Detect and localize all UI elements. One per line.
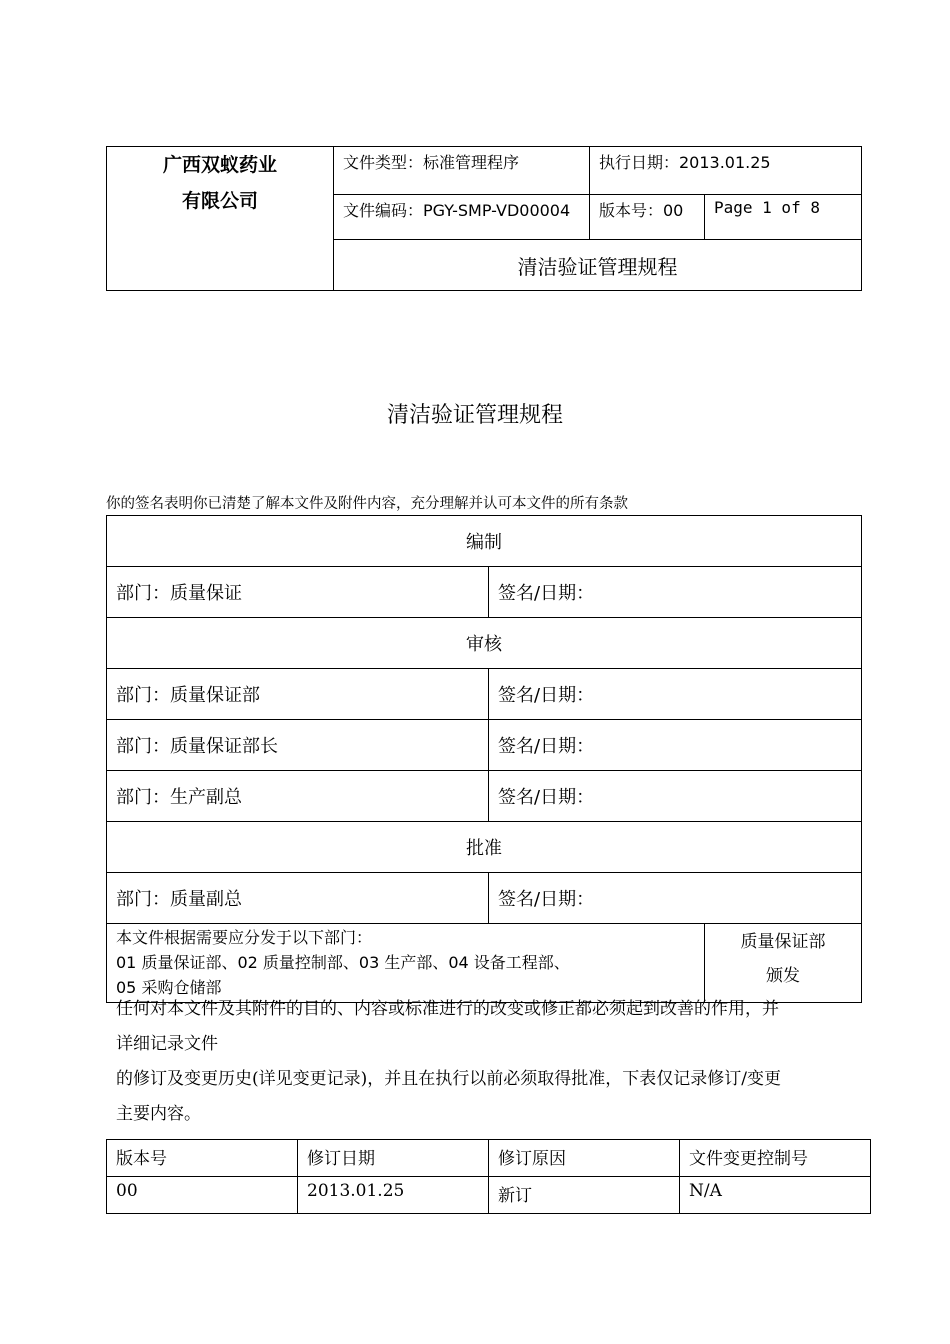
section-approve: 批准: [107, 822, 862, 873]
dept-cell: 部门：质量保证部: [107, 669, 489, 720]
signature-date-cell: 签名/日期：: [489, 771, 862, 822]
column-header: 修订日期: [298, 1140, 489, 1177]
header-title-cell: 清洁验证管理规程: [334, 240, 862, 291]
issue-label: 颁发: [766, 966, 800, 986]
table-row: [107, 1177, 871, 1214]
doc-type-cell: 文件类型：标准管理程序: [334, 147, 590, 195]
table-cell: 00: [107, 1177, 298, 1214]
column-header: 版本号: [107, 1140, 298, 1177]
document-title: 清洁验证管理规程: [386, 403, 563, 428]
version-cell: 版本号：00: [590, 195, 705, 240]
company-name-cell: [107, 147, 334, 291]
section-review: 审核: [107, 618, 862, 669]
signoff-table: [106, 515, 862, 1003]
revision-table: [106, 1139, 871, 1214]
company-name-line1: 广西双蚁药业: [162, 154, 277, 176]
paragraph-line: 主要内容。: [116, 1104, 201, 1124]
table-header-row: [107, 1140, 871, 1177]
paragraph-line: 任何对本文件及其附件的目的、内容或标准进行的改变或修正都必须起到改善的作用，并: [116, 999, 779, 1019]
section-prepare: 编制: [107, 516, 862, 567]
signature-date-cell: 签名/日期：: [489, 567, 862, 618]
distribution-line3: 05 采购仓储部: [116, 978, 222, 997]
table-cell: N/A: [680, 1177, 871, 1214]
dept-cell: 部门：质量保证: [107, 567, 489, 618]
table-row: [107, 669, 862, 720]
company-name-line2: 有限公司: [181, 190, 258, 212]
change-policy-paragraph: [106, 992, 866, 1132]
exec-date: 执行日期：2013.01.25: [599, 153, 771, 172]
table-cell: 新订: [489, 1177, 680, 1214]
paragraph-line: 的修订及变更历史(详见变更记录)，并且在执行以前必须取得批准，下表仅记录修订/变更: [116, 1069, 781, 1089]
table-cell: 2013.01.25: [298, 1177, 489, 1214]
distribution-cell: [107, 924, 705, 1003]
issuer-cell: [705, 924, 862, 1003]
distribution-line1: 本文件根据需要应分发于以下部门：: [116, 928, 373, 947]
table-row: [107, 771, 862, 822]
exec-date-cell: [590, 147, 862, 195]
issuer-name: 质量保证部: [740, 932, 826, 952]
signature-date-cell: 签名/日期：: [489, 873, 862, 924]
doc-code: 文件编码：PGY-SMP-VD00004: [343, 201, 571, 220]
doc-code-cell: [334, 195, 590, 240]
page-number-cell: Page 1 of 8: [705, 195, 862, 240]
table-row: [107, 720, 862, 771]
table-row: [107, 873, 862, 924]
column-header: 文件变更控制号: [680, 1140, 871, 1177]
dept-cell: 部门：生产副总: [107, 771, 489, 822]
paragraph-line: 详细记录文件: [116, 1034, 218, 1054]
signature-date-cell: 签名/日期：: [489, 669, 862, 720]
column-header: 修订原因: [489, 1140, 680, 1177]
table-row: [107, 567, 862, 618]
signature-notice: 你的签名表明你已清楚了解本文件及附件内容，充分理解并认可本文件的所有条款: [106, 496, 628, 512]
dept-cell: 部门：质量保证部长: [107, 720, 489, 771]
distribution-line2: 01 质量保证部、02 质量控制部、03 生产部、04 设备工程部、: [116, 953, 570, 972]
header-table: [106, 146, 862, 291]
signature-date-cell: 签名/日期：: [489, 720, 862, 771]
dept-cell: 部门：质量副总: [107, 873, 489, 924]
